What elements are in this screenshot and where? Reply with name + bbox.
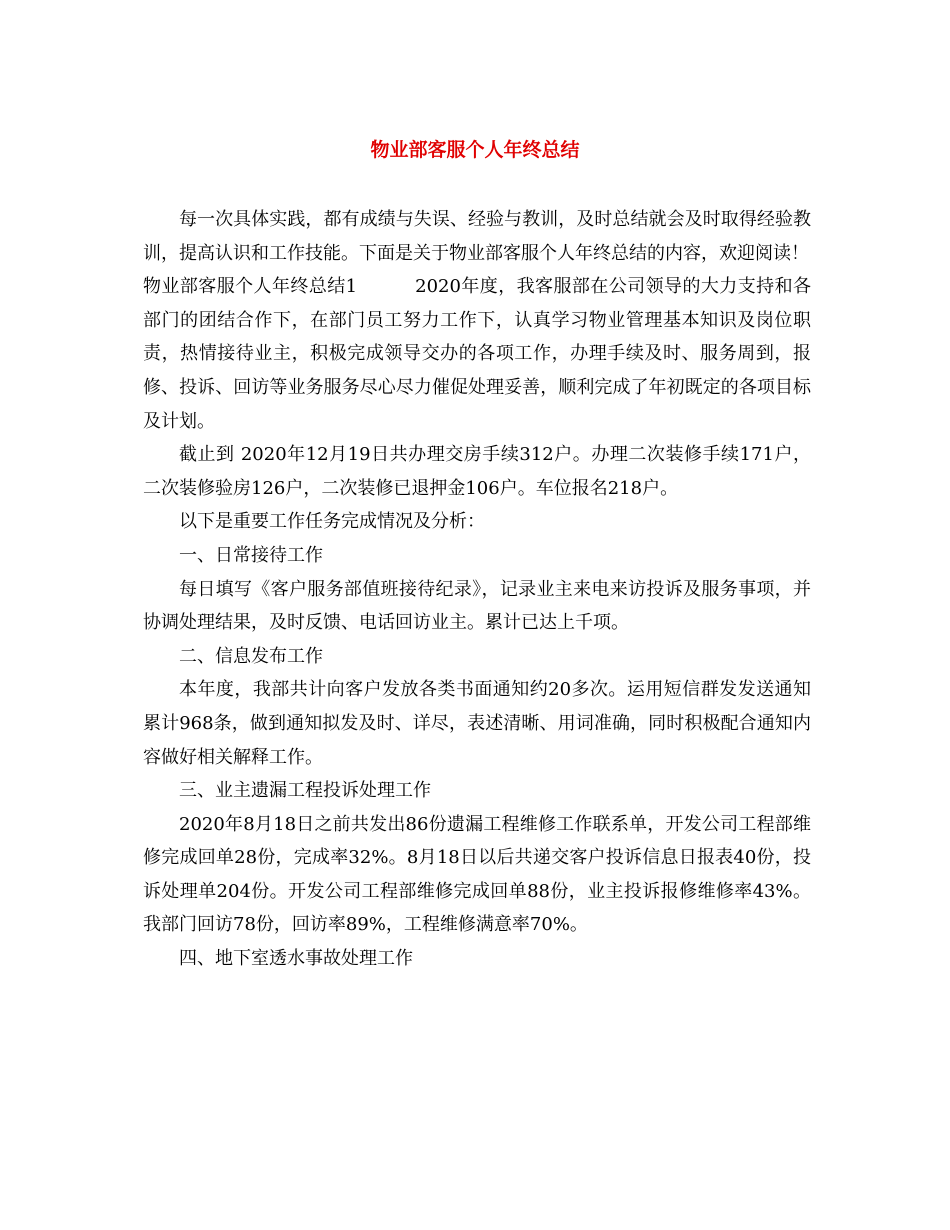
summary-heading: 物业部客服个人年终总结1 <box>143 276 358 298</box>
notices-paragraph: 本年度，我部共计向客户发放各类书面通知约20多次。运用短信群发发送通知累计968条，做到通知拟发及时、详尽，表述清晰、用词准确，同时积极配合通知内容做好相关解释工作。 <box>143 679 811 768</box>
complaints-paragraph: 2020年8月18日之前共发出86份遗漏工程维修工作联系单，开发公司工程部维修完成回单28份，完成率32%。8月18日以后共递交客户投诉信息日报表40份，投诉处理单204份。开发公司工程部维修完成回单88份，业主投诉报修维修率43%。我部门回访78份，回访率89%，工程维修满意率70%。 <box>143 813 811 936</box>
section-heading-notices: 二、信息发布工作 <box>179 645 323 667</box>
section-heading-complaints: 三、业主遗漏工程投诉处理工作 <box>179 780 431 802</box>
section-heading-reception: 一、日常接待工作 <box>179 544 323 566</box>
document-title: 物业部客服个人年终总结 <box>370 139 580 161</box>
document-body <box>143 203 811 976</box>
reception-paragraph: 每日填写《客户服务部值班接待纪录》，记录业主来电来访投诉及服务事项，并协调处理结果，及时反馈、电话回访业主。累计已达上千项。 <box>143 578 811 634</box>
analysis-intro: 以下是重要工作任务完成情况及分析： <box>179 511 485 533</box>
summary-paragraph-1 <box>143 270 811 438</box>
intro-paragraph: 每一次具体实践，都有成绩与失误、经验与教训，及时总结就会及时取得经验教训，提高认识和工作技能。下面是关于物业部客服个人年终总结的内容，欢迎阅读！ <box>143 209 811 264</box>
section-heading-basement: 四、地下室透水事故处理工作 <box>179 948 413 970</box>
stats-paragraph: 截止到 2020年12月19日共办理交房手续312户。办理二次装修手续171户，二次装修验房126户，二次装修已退押金106户。车位报名218户。 <box>143 444 811 499</box>
summary-text: 2020年度，我客服部在公司领导的大力支持和各部门的团结合作下，在部门员工努力工作下，认真学习物业管理基本知识及岗位职责，热情接待业主，积极完成领导交办的各项工作，办理手续及时、服务周到，报修、投诉、回访等业务服务尽心尽力催促处理妥善，顺利完成了年初既定的各项目标及计划。 <box>143 276 811 432</box>
